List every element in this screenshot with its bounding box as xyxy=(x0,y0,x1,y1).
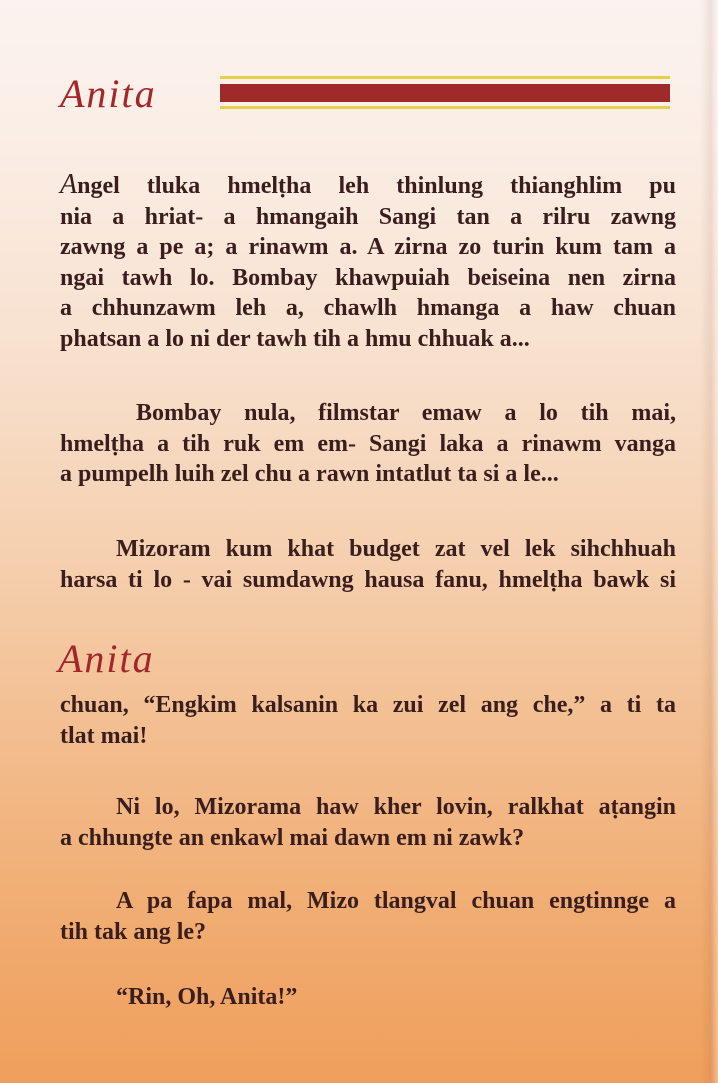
title-banner xyxy=(220,76,670,110)
paragraph-3 xyxy=(60,534,676,595)
paragraph-2-line-3: a pumpelh luih zel chu a rawn intatlut ta si a le... xyxy=(60,461,559,487)
book-title-mid: Anita xyxy=(58,636,155,681)
paragraph-7 xyxy=(60,982,676,1013)
paragraph-2-line-1: Bombay nula, filmstar emaw a lo tih mai, xyxy=(136,400,676,426)
banner-gold-line-top xyxy=(220,76,670,79)
paragraph-6 xyxy=(60,886,676,947)
paragraph-6-line-2: tih tak ang le? xyxy=(60,918,207,945)
paragraph-5-line-1: Ni lo, Mizorama haw kher lovin, ralkhat aṭangin xyxy=(116,794,676,820)
paragraph-4 xyxy=(60,690,676,751)
paragraph-3-line-2: harsa ti lo - vai sumdawng hausa fanu, hmelṭha bawk si xyxy=(60,566,676,593)
book-title-top: Anita xyxy=(60,71,157,116)
paragraph-5-line-2: a chhungte an enkawl mai dawn em ni zawk? xyxy=(60,824,525,851)
drop-cap: A xyxy=(60,169,78,200)
paragraph-2 xyxy=(60,398,676,490)
paragraph-1-line-1 xyxy=(60,170,676,202)
paragraph-1-line-5: a chhunzawm leh a, chawlh hmanga a haw chuan xyxy=(60,295,676,321)
paragraph-5 xyxy=(60,792,676,853)
paragraph-1-line-4: ngai tawh lo. Bombay khawpuiah beiseina nen zirna xyxy=(60,264,676,291)
paragraph-1-line-2: nia a hriat- a hmangaih Sangi tan a rilru zawng xyxy=(60,203,676,230)
banner-gold-line-bottom xyxy=(220,106,670,109)
paragraph-1 xyxy=(60,170,676,354)
paragraph-2-line-2: hmelṭha a tih ruk em em- Sangi laka a rinawm vanga xyxy=(60,430,676,457)
paragraph-4-line-1: chuan, “Engkim kalsanin ka zui zel ang che,” a ti ta xyxy=(60,692,676,718)
page-edge xyxy=(700,0,718,1083)
paragraph-4-line-2: tlat mai! xyxy=(60,722,148,749)
paragraph-1-line-6: phatsan a lo ni der tawh tih a hmu chhuak a... xyxy=(60,325,530,352)
paragraph-1-line-3: zawng a pe a; a rinawm a. A zirna zo turin kum tam a xyxy=(60,234,676,260)
paragraph-6-line-1: A pa fapa mal, Mizo tlangval chuan engtinnge a xyxy=(116,888,676,914)
paragraph-1-line-1-text: ngel tluka hmelṭha leh thinlung thianghlim pu xyxy=(77,173,676,199)
banner-red-bar xyxy=(220,84,670,102)
paragraph-3-line-1: Mizoram kum khat budget zat vel lek sihchhuah xyxy=(116,536,676,562)
closing-line: “Rin, Oh, Anita!” xyxy=(116,984,298,1010)
